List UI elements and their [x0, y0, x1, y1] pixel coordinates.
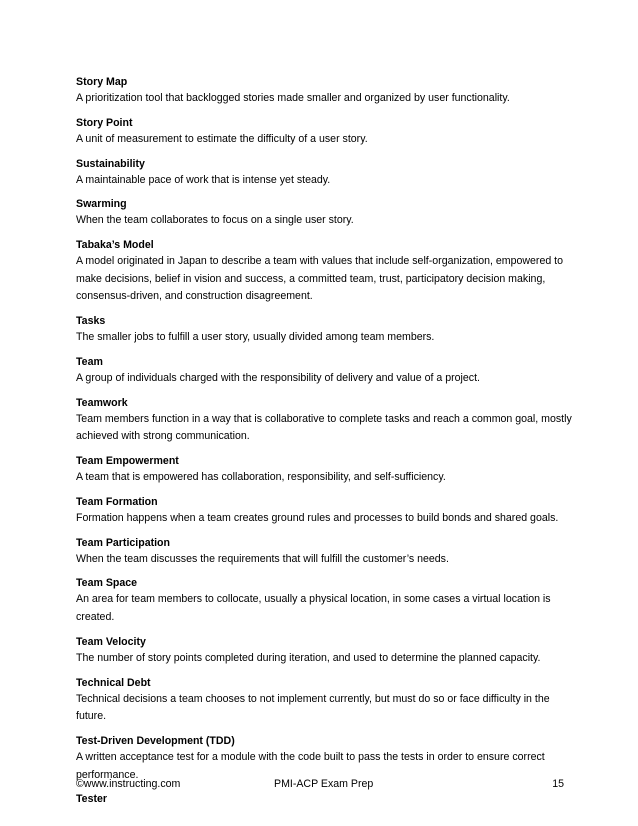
glossary-definition: Team members function in a way that is collaborative to complete tasks and reach a common goal, mostly achieved with strong communication.	[76, 412, 572, 443]
glossary-definition: Formation happens when a team creates ground rules and processes to build bonds and shared goals.	[76, 511, 559, 524]
glossary-term: Swarming	[76, 198, 127, 211]
glossary-definition: The smaller jobs to fulfill a user story, usually divided among team members.	[76, 331, 435, 344]
glossary-term: Team Formation	[76, 495, 158, 508]
glossary-term: Technical Debt	[76, 676, 151, 689]
glossary-list	[76, 74, 574, 814]
glossary-definition: The number of story points completed during iteration, and used to determine the planned capacity.	[76, 651, 541, 664]
glossary-definition: A maintainable pace of work that is intense yet steady.	[76, 173, 331, 186]
glossary-definition: A prioritization tool that backlogged stories made smaller and organized by user functionality.	[76, 92, 510, 104]
glossary-definition: A model originated in Japan to describe a team with values that include self-organization, empowered to make decisions, belief in vision and success, a committed team, trust, participatory decision making, consensus-driven, and construction disagreement.	[76, 255, 564, 303]
glossary-entry	[76, 196, 574, 230]
glossary-definition: A group of individuals charged with the responsibility of delivery and value of a project.	[76, 371, 480, 384]
glossary-entry	[76, 156, 574, 190]
glossary-term: Tasks	[76, 315, 106, 328]
glossary-term: Team Space	[76, 577, 138, 590]
glossary-entry	[76, 453, 574, 487]
glossary-definition: An area for team members to collocate, usually a physical location, in some cases a virtual location is created.	[76, 593, 551, 623]
glossary-entry	[76, 313, 574, 347]
glossary-term: Story Map	[76, 76, 128, 88]
glossary-definition: When the team collaborates to focus on a single user story.	[76, 214, 354, 227]
glossary-term: Story Point	[76, 116, 133, 129]
page-footer	[76, 776, 564, 792]
glossary-term: Tester	[76, 793, 108, 806]
glossary-term: Teamwork	[76, 396, 128, 409]
glossary-entry	[76, 494, 574, 528]
glossary-definition: Technical decisions a team chooses to not implement currently, but must do so or face difficulty in the future.	[76, 692, 550, 723]
glossary-entry	[76, 354, 574, 388]
glossary-term: Test-Driven Development (TDD)	[76, 734, 235, 747]
glossary-entry	[76, 791, 574, 807]
glossary-entry	[76, 115, 574, 149]
glossary-entry	[76, 395, 574, 446]
glossary-term: Team Participation	[76, 536, 170, 549]
glossary-entry	[76, 535, 574, 569]
glossary-definition: A written acceptance test for a module with the code built to pass the tests in order to ensure correct performance.	[76, 750, 545, 781]
glossary-entry	[76, 74, 574, 108]
glossary-entry	[76, 575, 574, 626]
glossary-definition: A team that is empowered has collaboration, responsibility, and self-sufficiency.	[76, 471, 446, 484]
footer-website: ©www.instructing.com	[76, 778, 181, 790]
glossary-definition: When the team discusses the requirements that will fulfill the customer’s needs.	[76, 552, 449, 565]
glossary-term: Team Empowerment	[76, 455, 179, 468]
glossary-term: Tabaka’s Model	[76, 239, 154, 252]
footer-document-title: PMI-ACP Exam Prep	[274, 778, 374, 790]
glossary-entry	[76, 675, 574, 726]
footer-page-number: 15	[552, 778, 564, 790]
glossary-entry	[76, 634, 574, 668]
glossary-definition: A unit of measurement to estimate the difficulty of a user story.	[76, 132, 368, 145]
glossary-term: Team Velocity	[76, 635, 146, 648]
glossary-term: Team	[76, 355, 103, 368]
glossary-term: Sustainability	[76, 157, 145, 170]
glossary-entry	[76, 237, 574, 306]
